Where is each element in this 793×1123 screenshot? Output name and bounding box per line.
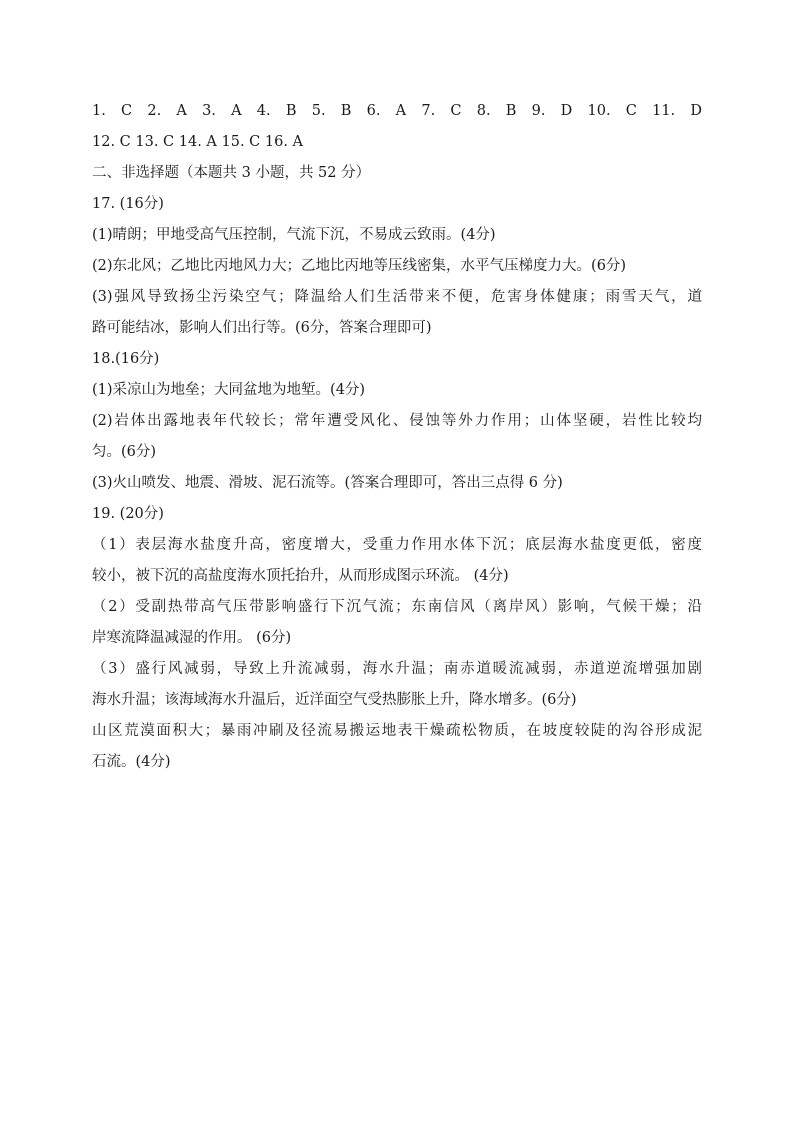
q19-part-1-line-2: 较小，被下沉的高盐度海水顶托抬升，从而形成图示环流。 (4分) (92, 568, 509, 584)
choice-answers-row-1: 1. C 2. A 3. A 4. B 5. B 6. A 7. C 8. B 9. D 10. C 11. D (92, 103, 702, 119)
q19-part-3-line-2: 海水升温；该海域海水升温后，近洋面空气受热膨胀上升，降水增多。(6分) (92, 692, 577, 708)
q17-part-3-line-2: 路可能结冰，影响人们出行等。(6分，答案合理即可) (92, 320, 432, 336)
q19-part-2-line-2: 岸寒流降温减湿的作用。 (6分) (92, 630, 292, 646)
q19-part-4-line-2: 石流。(4分) (92, 754, 171, 770)
question-17-heading: 17. (16分) (92, 196, 164, 212)
q17-part-1: (1)晴朗；甲地受高气压控制，气流下沉，不易成云致雨。(4分) (92, 227, 496, 243)
q18-part-3: (3)火山喷发、地震、滑坡、泥石流等。(答案合理即可，答出三点得 6 分) (92, 475, 563, 491)
choice-answers-row-2: 12. C 13. C 14. A 15. C 16. A (92, 134, 304, 150)
q18-part-1: (1)采凉山为地垒；大同盆地为地堑。(4分) (92, 382, 366, 398)
q17-part-2: (2)东北风；乙地比丙地风力大；乙地比丙地等压线密集，水平气压梯度力大。(6分) (92, 258, 627, 274)
question-19-heading: 19. (20分) (92, 506, 164, 522)
q18-part-2-line-2: 匀。(6分) (92, 444, 157, 460)
q18-part-2-line-1: (2)岩体出露地表年代较长；常年遭受风化、侵蚀等外力作用；山体坚硬，岩性比较均 (92, 413, 702, 429)
q19-part-1-line-1: （1）表层海水盐度升高，密度增大，受重力作用水体下沉；底层海水盐度更低，密度 (92, 537, 702, 553)
q17-part-3-line-1: (3)强风导致扬尘污染空气；降温给人们生活带来不便，危害身体健康；雨雪天气，道 (92, 289, 702, 305)
q19-part-2-line-1: （2）受副热带高气压带影响盛行下沉气流；东南信风（离岸风）影响，气候干燥；沿 (92, 599, 702, 615)
q19-part-4-line-1: 山区荒漠面积大；暴雨冲刷及径流易搬运地表干燥疏松物质，在坡度较陡的沟谷形成泥 (92, 723, 702, 739)
question-18-heading: 18.(16分) (92, 351, 160, 367)
answer-sheet (92, 96, 702, 778)
q19-part-3-line-1: （3）盛行风减弱，导致上升流减弱，海水升温；南赤道暖流减弱，赤道逆流增强加剧 (92, 661, 702, 677)
section-heading-non-choice: 二、非选择题（本题共 3 小题，共 52 分） (92, 165, 371, 181)
